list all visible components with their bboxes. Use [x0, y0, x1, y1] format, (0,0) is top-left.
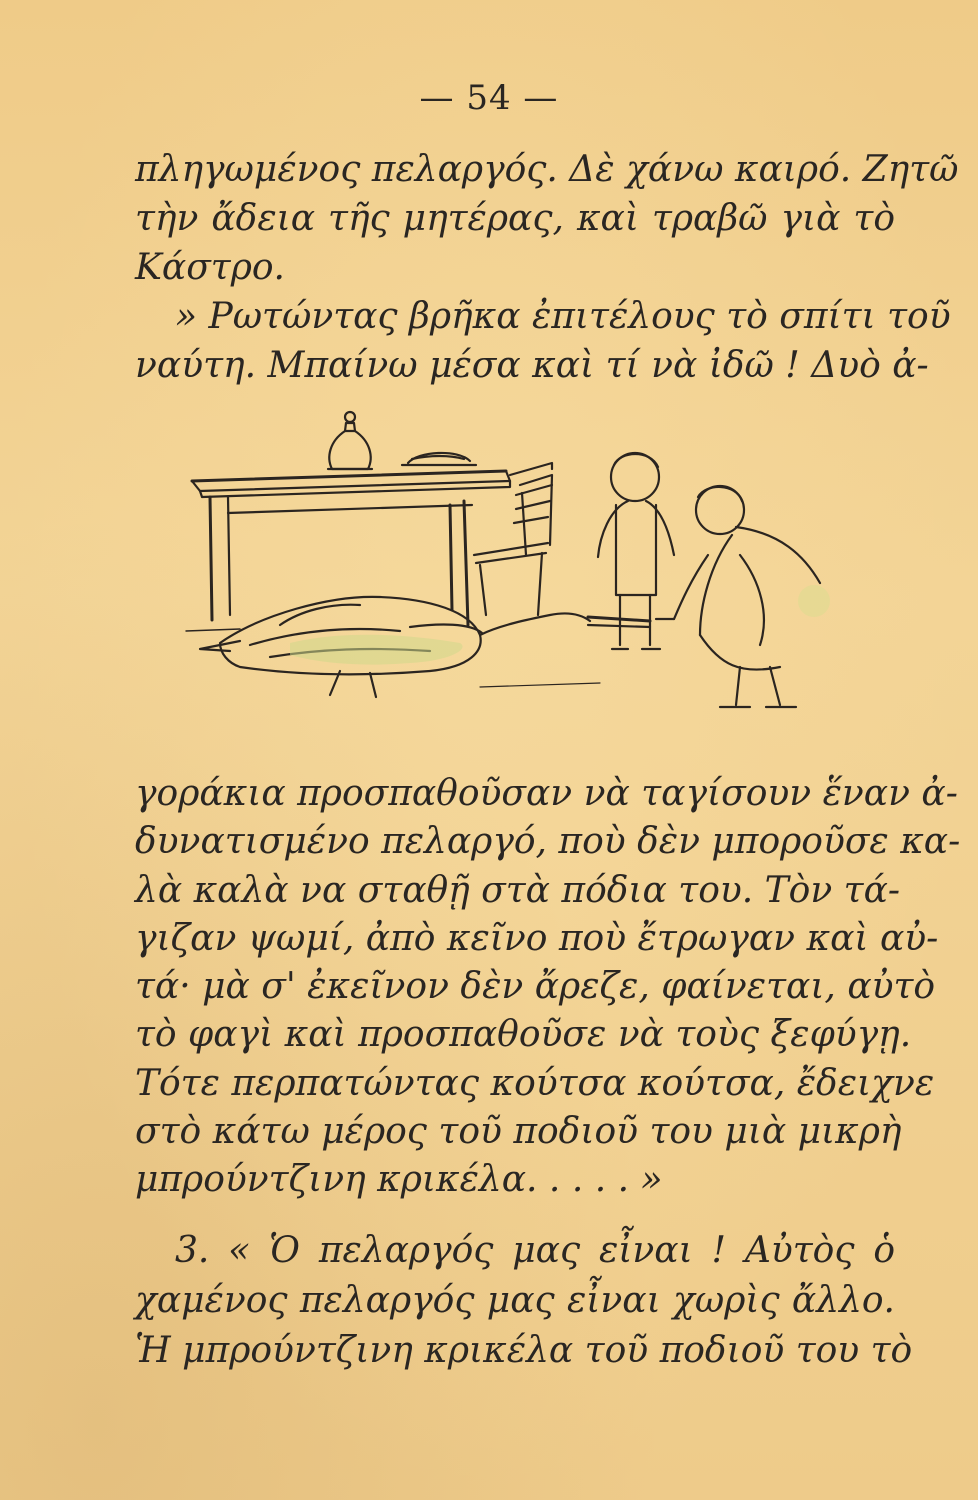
- text-line: Τότε περπατώντας κούτσα κούτσα, ἔδειχνε: [135, 1062, 935, 1104]
- paragraph-3: [135, 1226, 913, 1376]
- text-line: μπρούντζινη κρικέλα. . . . . »: [135, 1159, 663, 1201]
- decanter-drawing: [328, 412, 372, 469]
- green-wash: [290, 635, 463, 665]
- text-line: στὸ κάτω μέρος τοῦ ποδιοῦ του μιὰ μικρὴ: [135, 1111, 902, 1153]
- text-line: Κάστρο.: [135, 247, 285, 288]
- text-line: λὰ καλὰ να σταθῇ στὰ πόδια του. Τὸν τά-: [135, 869, 901, 911]
- text-line: ναύτη. Μπαίνω μέσα καὶ τί νὰ ἰδῶ ! Δυὸ ἀ-: [135, 345, 929, 386]
- text-line: γοράκια προσπαθοῦσαν νὰ ταγίσουν ἕναν ἀ-: [135, 773, 958, 814]
- text-line: τὴν ἄδεια τῆς μητέρας, καὶ τραβῶ γιὰ τὸ: [135, 198, 895, 239]
- paragraph-1: [135, 145, 959, 390]
- dish-drawing: [402, 453, 476, 465]
- text-line: » Ρωτώντας βρῆκα ἐπιτέλους τὸ σπίτι τοῦ: [175, 296, 951, 337]
- text-line: δυνατισμένο πελαργό, ποὺ δὲν μποροῦσε κα-: [135, 821, 961, 863]
- paragraph-2: [135, 770, 961, 1205]
- page-number: — 54 —: [419, 78, 559, 118]
- text-line: τά· μὰ σ' ἐκεῖνον δὲν ἄρεζε, φαίνεται, αὐτὸ: [135, 966, 936, 1008]
- text-line: τὸ φαγὶ καὶ προσπαθοῦσε νὰ τοὺς ξεφύγῃ.: [135, 1014, 912, 1056]
- stork-illustration: [180, 405, 840, 740]
- text-line: γιζαν ψωμί, ἀπὸ κεῖνο ποὺ ἔτρωγαν καὶ αὐ-: [135, 917, 939, 959]
- text-line: 3. « Ὁ πελαργός μας εἶναι ! Αὐτὸς ὁ: [175, 1230, 895, 1271]
- child-bending-drawing: [656, 486, 820, 707]
- table-drawing: [192, 471, 510, 625]
- chair-drawing: [474, 463, 552, 615]
- text-line: πληγωμένος πελαργός. Δὲ χάνω καιρό. Ζητῶ: [135, 149, 959, 190]
- text-line: Ἡ μπρούντζινη κρικέλα τοῦ ποδιοῦ του τὸ: [135, 1330, 913, 1371]
- text-line: χαμένος πελαργός μας εἶναι χωρὶς ἄλλο.: [135, 1280, 895, 1321]
